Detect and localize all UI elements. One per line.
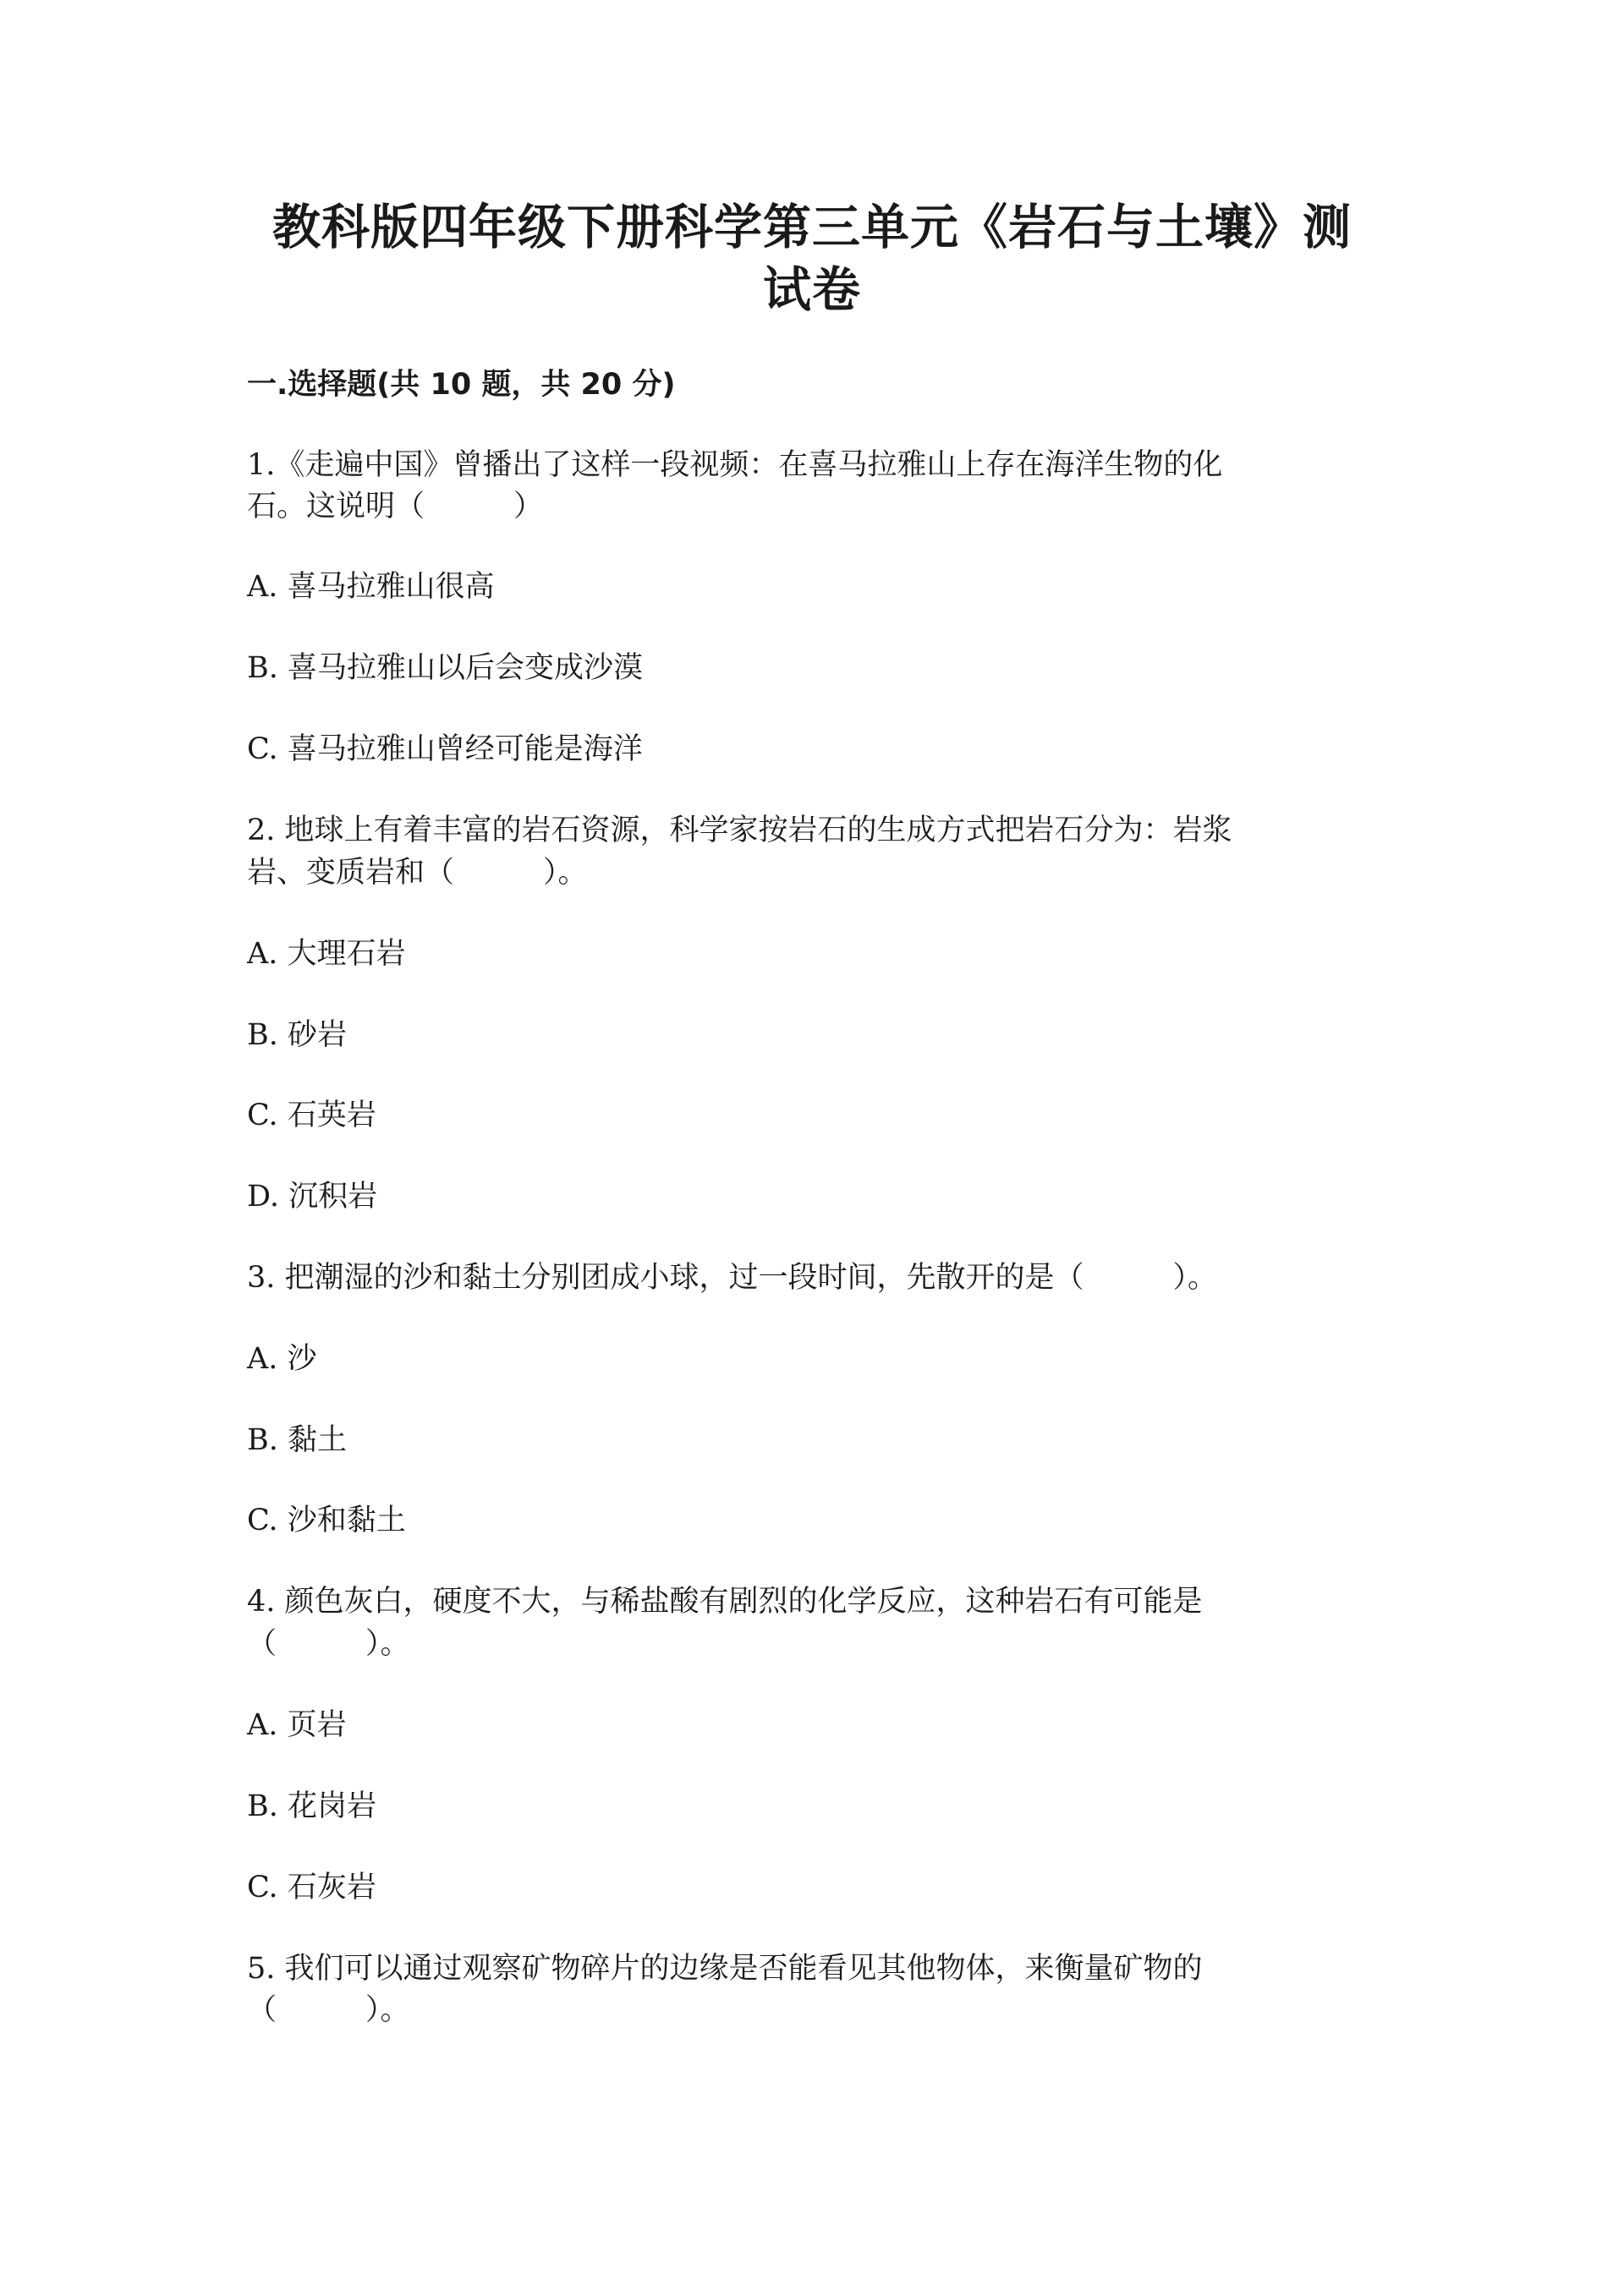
question-1-text-line-2: 石。这说明（ ）	[247, 490, 544, 523]
question-2-text-line-2: 岩、变质岩和（ ）。	[247, 856, 588, 890]
page-title	[254, 196, 1370, 321]
question-1-option-c[interactable]: C. 喜马拉雅山曾经可能是海洋	[247, 732, 643, 766]
question-5-text-line-1: 5. 我们可以通过观察矿物碎片的边缘是否能看见其他物体，来衡量矿物的	[247, 1952, 1203, 1986]
question-1-text-line-1: 1.《走遍中国》曾播出了这样一段视频：在喜马拉雅山上存在海洋生物的化	[247, 448, 1223, 482]
question-1-option-a[interactable]: A. 喜马拉雅山很高	[247, 570, 495, 604]
question-4-text-line-2: （ ）。	[247, 1627, 410, 1661]
question-2-option-b[interactable]: B. 砂岩	[247, 1018, 347, 1052]
question-3-option-a[interactable]: A. 沙	[247, 1342, 317, 1376]
question-2-text-line-1: 2. 地球上有着丰富的岩石资源，科学家按岩石的生成方式把岩石分为：岩浆	[247, 814, 1232, 847]
question-4-option-c[interactable]: C. 石灰岩	[247, 1871, 376, 1904]
question-2-option-a[interactable]: A. 大理石岩	[247, 937, 406, 971]
question-3-text-line-1: 3. 把潮湿的沙和黏土分别团成小球，过一段时间，先散开的是（ ）。	[247, 1261, 1218, 1295]
section-heading: 一.选择题(共 10 题，共 20 分)	[247, 368, 676, 402]
question-1-option-b[interactable]: B. 喜马拉雅山以后会变成沙漠	[247, 651, 643, 685]
question-3-option-c[interactable]: C. 沙和黏土	[247, 1504, 406, 1537]
page-title-line-1: 教科版四年级下册科学第三单元《岩石与土壤》测	[272, 200, 1352, 255]
page-title-line-2: 试卷	[763, 262, 861, 318]
question-3-option-b[interactable]: B. 黏土	[247, 1423, 347, 1457]
question-2-option-c[interactable]: C. 石英岩	[247, 1099, 376, 1132]
question-2-option-d[interactable]: D. 沉积岩	[247, 1180, 378, 1214]
question-4-option-b[interactable]: B. 花岗岩	[247, 1789, 376, 1823]
question-4-text-line-1: 4. 颜色灰白，硬度不大，与稀盐酸有剧烈的化学反应，这种岩石有可能是	[247, 1585, 1203, 1619]
question-5-text-line-2: （ ）。	[247, 1993, 410, 2027]
question-4-option-a[interactable]: A. 页岩	[247, 1708, 347, 1742]
